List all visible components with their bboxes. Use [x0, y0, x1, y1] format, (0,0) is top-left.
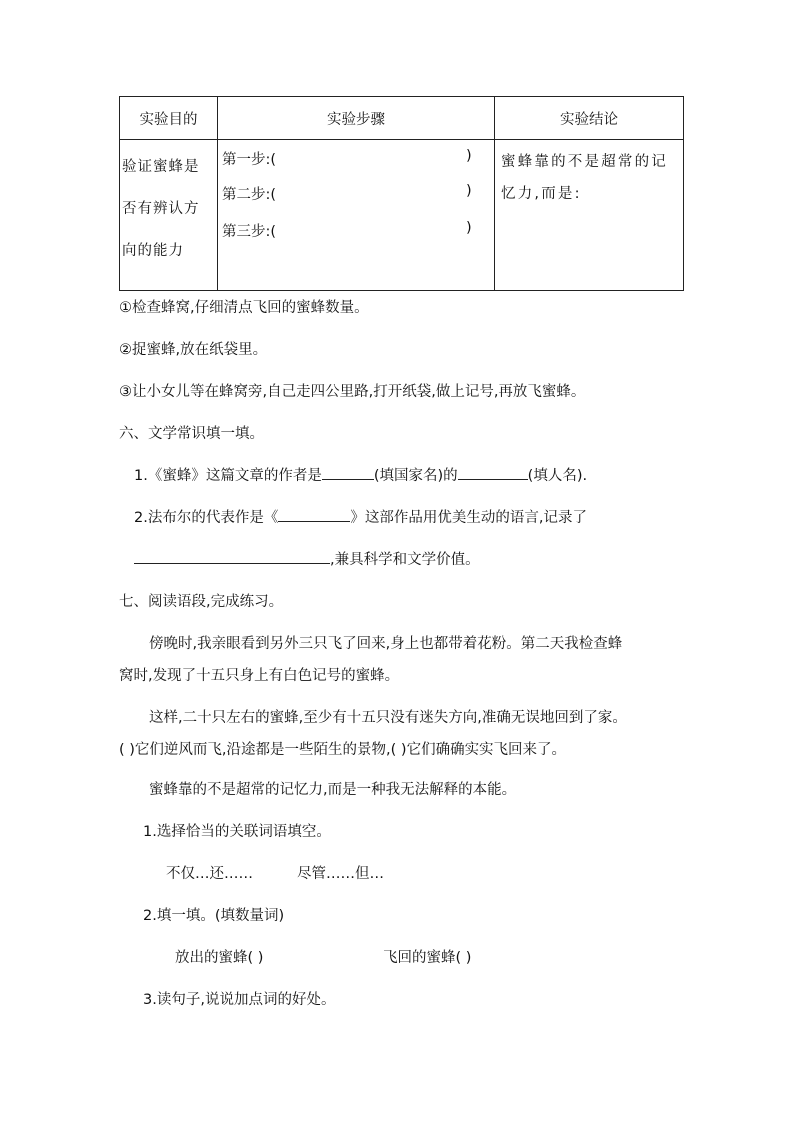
section-7-q3: 3.读句子,说说加点词的好处。: [143, 992, 336, 1008]
purpose-line: 向的能力: [122, 243, 184, 259]
step-label: 第一步:(: [222, 152, 277, 168]
option-3: ③让小女儿等在蜂窝旁,自己走四公里路,打开纸袋,做上记号,再放飞蜜蜂。: [119, 384, 586, 400]
option-1: ①检查蜂窝,仔细清点飞回的蜜蜂数量。: [119, 300, 369, 316]
passage-p2-line2: ( )它们逆风而飞,沿途都是一些陌生的景物,( )它们确确实实飞回来了。: [119, 742, 567, 758]
step-close: ): [466, 183, 472, 199]
q2-text-a: 2.法布尔的代表作是《: [134, 510, 279, 526]
q1-text-c: (填人名).: [527, 468, 588, 484]
header-steps: 实验步骤: [218, 97, 495, 140]
experiment-table: [119, 96, 684, 291]
q2-text-b: 》这部作品用优美生动的语言,记录了: [350, 510, 587, 526]
q2-returned[interactable]: 飞回的蜜蜂( ): [383, 950, 472, 966]
header-purpose: 实验目的: [120, 97, 218, 140]
purpose-cell: [120, 140, 218, 291]
passage-p3: 蜜蜂靠的不是超常的记忆力,而是一种我无法解释的本能。: [149, 782, 517, 798]
step-close: ): [466, 148, 472, 164]
passage-p1-line2: 窝时,发现了十五只身上有白色记号的蜜蜂。: [119, 668, 400, 684]
conclusion-text: 蜜蜂靠的不是超常的记忆力,而是:: [501, 154, 668, 202]
q2-text-c: ,兼具科学和文学价值。: [330, 552, 480, 568]
conclusion-cell: [495, 140, 684, 291]
blank-recorded[interactable]: [134, 549, 330, 564]
section-7-title: 七、阅读语段,完成练习。: [119, 594, 284, 610]
section-7-q1: 1.选择恰当的关联词语填空。: [143, 824, 331, 840]
step-one[interactable]: [222, 148, 472, 169]
step-three[interactable]: [222, 220, 472, 241]
section-6-q1: [134, 464, 587, 485]
section-6-q2-cont: [134, 548, 480, 569]
q1-text-b: (填国家名)的: [373, 468, 458, 484]
step-two[interactable]: [222, 183, 472, 204]
q2-released[interactable]: 放出的蜜蜂( ): [175, 950, 264, 966]
option-2: ②捉蜜蜂,放在纸袋里。: [119, 342, 268, 358]
purpose-line: 验证蜜蜂是: [122, 159, 200, 175]
section-6-q2: [134, 506, 587, 527]
blank-country[interactable]: [322, 465, 374, 480]
q1-option-1: 不仅…还……: [166, 866, 253, 882]
q1-text-a: 1.《蜜蜂》这篇文章的作者是: [134, 468, 322, 484]
step-close: ): [466, 220, 472, 236]
step-label: 第二步:(: [222, 187, 277, 203]
q1-option-2: 尽管……但…: [297, 866, 384, 882]
blank-author[interactable]: [458, 465, 528, 480]
passage-p2-line1: 这样,二十只左右的蜜蜂,至少有十五只没有迷失方向,准确无误地回到了家。: [149, 710, 627, 726]
section-7-q2: 2.填一填。(填数量词): [143, 908, 285, 924]
blank-masterpiece[interactable]: [278, 507, 350, 522]
step-label: 第三步:(: [222, 224, 277, 240]
passage-p1-line1: 傍晚时,我亲眼看到另外三只飞了回来,身上也都带着花粉。第二天我检查蜂: [149, 636, 623, 652]
purpose-text: [122, 146, 212, 272]
steps-cell: [218, 140, 495, 291]
purpose-line: 否有辨认方: [122, 201, 200, 217]
section-6-title: 六、文学常识填一填。: [119, 426, 264, 442]
header-conclusion: 实验结论: [495, 97, 684, 140]
